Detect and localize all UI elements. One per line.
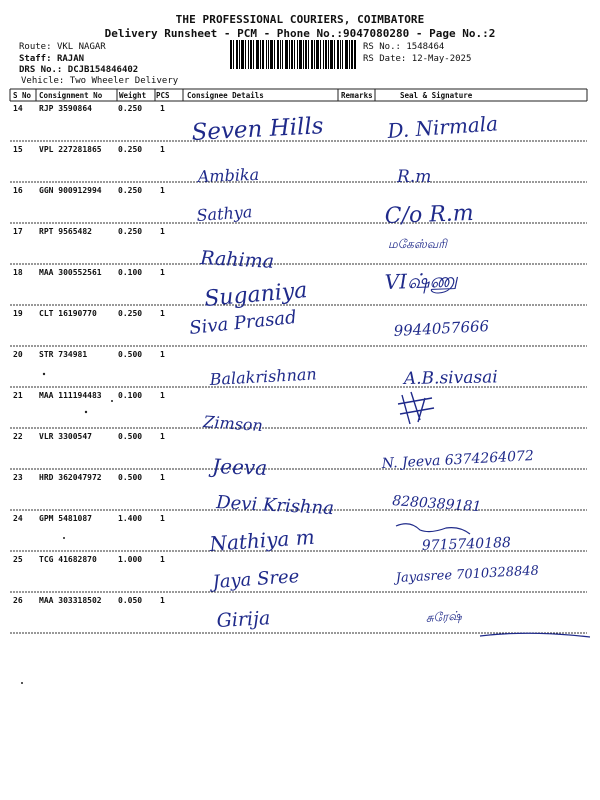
row-weight: 0.250 bbox=[118, 104, 143, 113]
handwritten-signature: 9944057666 bbox=[393, 317, 490, 340]
row-pcs: 1 bbox=[160, 432, 165, 441]
handwritten-signature: 9715740188 bbox=[421, 534, 512, 554]
row-consignment-no: RPT 9565482 bbox=[39, 227, 92, 236]
row-weight: 0.250 bbox=[118, 227, 143, 236]
rs-date-value: 12-May-2025 bbox=[411, 54, 472, 64]
row-sno: 15 bbox=[13, 145, 23, 154]
handwritten-signature: 8280389181 bbox=[391, 493, 482, 516]
route-label: Route: bbox=[19, 42, 52, 52]
company-title: THE PROFESSIONAL COURIERS, COIMBATORE bbox=[175, 13, 425, 26]
row-weight: 0.050 bbox=[118, 596, 143, 605]
row-pcs: 1 bbox=[160, 268, 165, 277]
row-weight: 0.100 bbox=[118, 391, 143, 400]
handwritten-signature: Jayasree 7010328848 bbox=[395, 563, 540, 586]
handwritten-consignee: Ambika bbox=[197, 164, 260, 186]
row-consignment-no: MAA 303318502 bbox=[39, 596, 102, 605]
handwritten-signature: N. Jeeva 6374264072 bbox=[381, 448, 535, 472]
row-weight: 0.500 bbox=[118, 473, 143, 482]
row-weight: 0.500 bbox=[118, 432, 143, 441]
col-header-remarks: Remarks bbox=[341, 91, 373, 100]
staff-value: RAJAN bbox=[56, 54, 85, 64]
handwritten-scribble bbox=[398, 392, 434, 424]
row-weight: 0.250 bbox=[118, 309, 143, 318]
handwritten-signature: C/o R.m bbox=[384, 200, 475, 229]
rs-date-label: RS Date: bbox=[363, 54, 407, 64]
row-sno: 26 bbox=[13, 596, 23, 605]
row-weight: 1.000 bbox=[118, 555, 143, 564]
col-header-sno: S No bbox=[13, 91, 32, 100]
col-header-consignee: Consignee Details bbox=[187, 91, 264, 100]
row-sno: 18 bbox=[13, 268, 23, 277]
row-pcs: 1 bbox=[160, 514, 165, 523]
row-pcs: 1 bbox=[160, 555, 165, 564]
row-consignment-no: RJP 3590864 bbox=[39, 104, 92, 113]
handwritten-signature: VIஷ்ணு bbox=[384, 267, 458, 294]
handwritten-signature: A.B.sivasai bbox=[403, 367, 498, 389]
handwritten-signature: R.m bbox=[397, 167, 432, 187]
handwritten-scribble bbox=[396, 524, 470, 534]
row-weight: 1.400 bbox=[118, 514, 143, 523]
row-sno: 20 bbox=[13, 350, 23, 359]
handwritten-consignee: Jeeva bbox=[211, 454, 268, 480]
handwritten-consignee: Siva Prasad bbox=[188, 306, 298, 339]
row-weight: 0.250 bbox=[118, 145, 143, 154]
col-header-weight: Weight bbox=[119, 91, 147, 100]
handwritten-scribble bbox=[480, 633, 590, 637]
row-consignment-no: STR 734981 bbox=[39, 350, 88, 359]
rs-number-value: 1548464 bbox=[406, 42, 445, 52]
row-sno: 25 bbox=[13, 555, 23, 564]
col-header-pcs: PCS bbox=[156, 91, 170, 100]
row-consignment-no: VLR 3300547 bbox=[39, 432, 92, 441]
drs-label: DRS No.: bbox=[19, 65, 63, 75]
handwritten-signature: மகேஸ்வரி bbox=[388, 237, 447, 251]
handwritten-consignee: Sathya bbox=[195, 202, 253, 225]
handwritten-signature: சுரேஷ் bbox=[425, 608, 463, 625]
row-pcs: 1 bbox=[160, 596, 165, 605]
route-value: VKL NAGAR bbox=[56, 42, 106, 52]
col-header-seal-signature: Seal & Signature bbox=[400, 91, 473, 100]
row-sno: 22 bbox=[13, 432, 23, 441]
row-consignment-no: VPL 227281865 bbox=[39, 145, 102, 154]
row-sno: 14 bbox=[13, 104, 23, 113]
row-sno: 21 bbox=[13, 391, 23, 400]
handwritten-consignee: Zimson bbox=[202, 412, 264, 436]
row-pcs: 1 bbox=[160, 473, 165, 482]
row-consignment-no: HRD 362047972 bbox=[39, 473, 102, 482]
runsheet-subtitle: Delivery Runsheet - PCM - Phone No.:9047080280 - Page No.:2 bbox=[104, 27, 496, 40]
row-pcs: 1 bbox=[160, 227, 165, 236]
row-pcs: 1 bbox=[160, 309, 165, 318]
handwritten-signature: D. Nirmala bbox=[386, 111, 499, 143]
row-pcs: 1 bbox=[160, 186, 165, 195]
row-sno: 24 bbox=[13, 514, 23, 523]
row-sno: 23 bbox=[13, 473, 23, 482]
rs-number-label: RS No.: bbox=[363, 42, 401, 52]
row-consignment-no: GPM 5481087 bbox=[39, 514, 92, 523]
row-consignment-no: GGN 900912994 bbox=[39, 186, 102, 195]
row-consignment-no: TCG 41682870 bbox=[39, 555, 97, 564]
row-sno: 17 bbox=[13, 227, 23, 236]
staff-label: Staff: bbox=[19, 54, 52, 64]
row-pcs: 1 bbox=[160, 350, 165, 359]
row-pcs: 1 bbox=[160, 391, 165, 400]
drs-value: DCJB154846402 bbox=[67, 65, 139, 75]
col-header-consignment: Consignment No bbox=[39, 91, 103, 100]
row-weight: 0.500 bbox=[118, 350, 143, 359]
handwritten-consignee: Suganiya bbox=[203, 278, 309, 312]
handwritten-consignee: Seven Hills bbox=[190, 113, 325, 146]
vehicle-value: Two Wheeler Delivery bbox=[69, 76, 179, 86]
row-consignment-no: CLT 16190770 bbox=[39, 309, 97, 318]
vehicle-label: Vehicle: bbox=[21, 76, 65, 86]
row-weight: 0.250 bbox=[118, 186, 143, 195]
handwritten-consignee: Balakrishnan bbox=[209, 364, 318, 389]
handwritten-consignee: Nathiya m bbox=[208, 524, 316, 556]
handwritten-consignee: Rahima bbox=[199, 247, 275, 273]
row-pcs: 1 bbox=[160, 104, 165, 113]
row-sno: 16 bbox=[13, 186, 23, 195]
row-consignment-no: MAA 111194483 bbox=[39, 391, 102, 400]
row-weight: 0.100 bbox=[118, 268, 143, 277]
row-consignment-no: MAA 300552561 bbox=[39, 268, 102, 277]
handwritten-consignee: Girija bbox=[216, 607, 271, 632]
handwritten-consignee: Jaya Sree bbox=[211, 565, 300, 593]
row-pcs: 1 bbox=[160, 145, 165, 154]
row-sno: 19 bbox=[13, 309, 23, 318]
handwritten-consignee: Devi Krishna bbox=[215, 492, 335, 520]
